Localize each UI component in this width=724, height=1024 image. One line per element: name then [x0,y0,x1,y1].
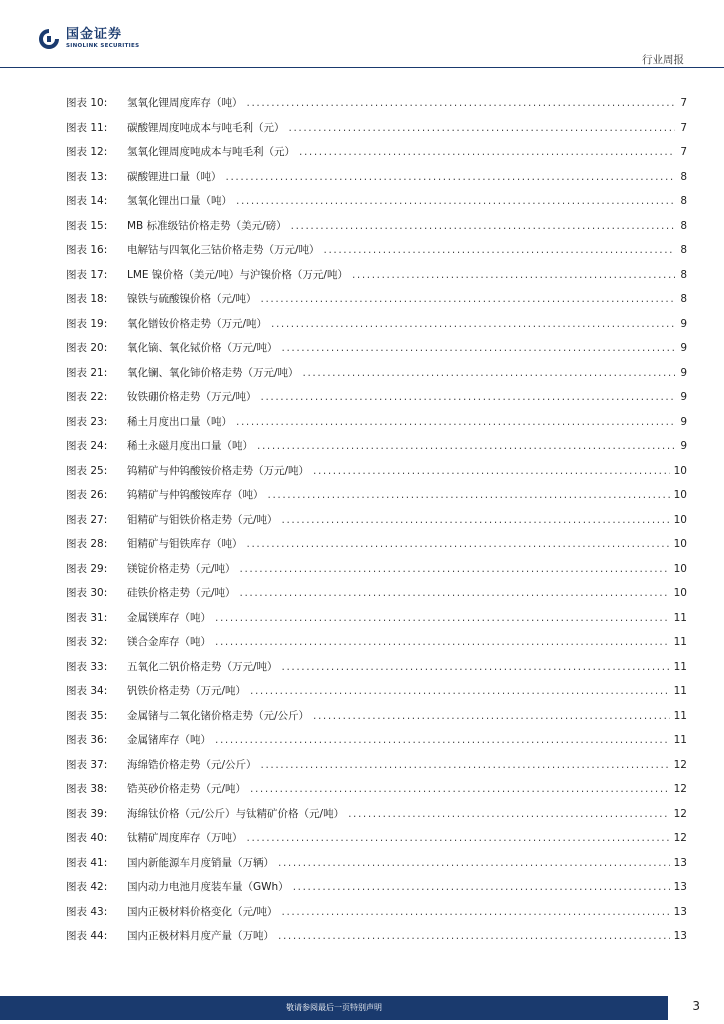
figure-title: 碳酸锂进口量（吨） [127,170,222,183]
figure-page-number: 10 [673,489,687,502]
figure-number: 图表 25: [66,464,108,477]
figure-title: 海绵锆价格走势（元/公斤） [127,758,257,771]
dot-leader [240,563,670,575]
figure-page-number: 11 [673,734,687,747]
dot-leader [261,759,670,771]
figure-page-number: 13 [673,856,687,869]
toc-entry[interactable] [66,385,687,410]
dot-leader [257,440,675,452]
toc-entry[interactable] [66,900,687,925]
figure-number: 图表 13: [66,170,108,183]
figure-page-number: 13 [673,930,687,943]
figure-page-number: 13 [673,881,687,894]
figure-title: 金属锗库存（吨） [127,734,211,747]
figure-title: 氢氧化锂出口量（吨） [127,195,232,208]
figure-page-number: 8 [680,170,687,183]
toc-entry[interactable] [66,704,687,729]
toc-entry[interactable] [66,189,687,214]
toc-entry[interactable] [66,287,687,312]
toc-entry[interactable] [66,851,687,876]
figure-title: 锆英砂价格走势（元/吨） [127,783,247,796]
dot-leader [278,857,670,869]
figure-number: 图表 34: [66,685,108,698]
figure-title: 金属锗与二氧化锗价格走势（元/公斤） [127,709,310,722]
brand-name-en: SINOLINK SECURITIES [66,43,140,49]
figure-number: 图表 42: [66,881,108,894]
figure-page-number: 7 [680,146,687,159]
figure-page-number: 8 [680,293,687,306]
toc-entry[interactable] [66,655,687,680]
brand-logo [38,28,139,50]
figure-number: 图表 40: [66,832,108,845]
figure-page-number: 9 [680,317,687,330]
figure-page-number: 9 [680,342,687,355]
figure-number: 图表 17: [66,268,108,281]
figure-title: 钼精矿与钼铁价格走势（元/吨） [127,513,278,526]
figure-number: 图表 36: [66,734,108,747]
figure-number: 图表 11: [66,121,108,134]
toc-entry[interactable] [66,777,687,802]
figure-page-number: 11 [673,611,687,624]
figure-title: 国内动力电池月度装车量（GWh） [127,881,289,894]
figure-number: 图表 23: [66,415,108,428]
figure-number: 图表 22: [66,391,108,404]
figure-number: 图表 12: [66,146,108,159]
figure-title: 氧化镨钕价格走势（万元/吨） [127,317,268,330]
toc-entry[interactable] [66,116,687,141]
figure-number: 图表 35: [66,709,108,722]
figure-page-number: 8 [680,195,687,208]
dot-leader [268,489,670,501]
figure-number: 图表 28: [66,538,108,551]
figure-page-number: 9 [680,440,687,453]
figure-number: 图表 24: [66,440,108,453]
figure-number: 图表 37: [66,758,108,771]
figure-title: 电解钴与四氧化三钴价格走势（万元/吨） [127,244,320,257]
figure-title: 钕铁硼价格走势（万元/吨） [127,391,257,404]
toc-entry[interactable] [66,532,687,557]
dot-leader [282,661,670,673]
figure-number: 图表 38: [66,783,108,796]
figure-title: 镍铁与硫酸镍价格（元/吨） [127,293,257,306]
dot-leader [236,195,675,207]
toc-entry[interactable] [66,312,687,337]
dot-leader [261,391,675,403]
toc-entry[interactable] [66,508,687,533]
figure-number: 图表 41: [66,856,108,869]
toc-entry[interactable] [66,336,687,361]
header-divider [0,67,724,68]
dot-leader [282,906,670,918]
figure-page-number: 8 [680,268,687,281]
page-number: 3 [692,999,700,1013]
figure-title: 钨精矿与仲钨酸铵库存（吨） [127,489,264,502]
disclaimer-note: 敬请参阅最后一页特别声明 [286,1003,382,1012]
figure-page-number: 7 [680,121,687,134]
figure-title: 镁合金库存（吨） [127,636,211,649]
toc-entry[interactable] [66,753,687,778]
brand-name-cn: 国金证券 [66,27,123,42]
dot-leader [236,416,675,428]
figure-page-number: 11 [673,660,687,673]
figure-page-number: 10 [673,587,687,600]
toc-entry[interactable] [66,263,687,288]
figure-number: 图表 21: [66,366,108,379]
dot-leader [278,930,670,942]
figure-title: 钒铁价格走势（万元/吨） [127,685,247,698]
figure-number: 图表 29: [66,562,108,575]
figure-number: 图表 31: [66,611,108,624]
figure-number: 图表 44: [66,930,108,943]
dot-leader [352,269,675,281]
dot-leader [215,612,670,624]
figure-number: 图表 30: [66,587,108,600]
dot-leader [240,587,670,599]
figure-page-number: 11 [673,685,687,698]
figure-page-number: 8 [680,219,687,232]
figure-number: 图表 20: [66,342,108,355]
figure-title: 国内新能源车月度销量（万辆） [127,856,274,869]
figure-title: 稀土月度出口量（吨） [127,415,232,428]
toc-entry[interactable] [66,606,687,631]
dot-leader [282,342,675,354]
toc-entry[interactable] [66,802,687,827]
figure-number: 图表 15: [66,219,108,232]
figure-number: 图表 39: [66,807,108,820]
figure-title: 稀土永磁月度出口量（吨） [127,440,253,453]
toc-entry[interactable] [66,140,687,165]
figure-page-number: 9 [680,391,687,404]
dot-leader [303,367,675,379]
dot-leader [289,122,676,134]
figure-title: 氧化镧、氧化铈价格走势（万元/吨） [127,366,299,379]
document-type-label: 行业周报 [642,54,684,66]
dot-leader [293,881,670,893]
figure-title: 海绵钛价格（元/公斤）与钛精矿价格（元/吨） [127,807,345,820]
figure-page-number: 12 [673,807,687,820]
dot-leader [247,538,670,550]
toc-entry[interactable] [66,91,687,116]
toc-entry[interactable] [66,214,687,239]
toc-entry[interactable] [66,483,687,508]
figure-title: 氢氧化锂周度库存（吨） [127,97,243,110]
dot-leader [250,685,670,697]
toc-entry[interactable] [66,630,687,655]
figure-number: 图表 18: [66,293,108,306]
toc-entry[interactable] [66,826,687,851]
figure-number: 图表 26: [66,489,108,502]
dot-leader [247,97,676,109]
dot-leader [261,293,675,305]
toc-entry[interactable] [66,875,687,900]
figure-page-number: 8 [680,244,687,257]
figure-number: 图表 19: [66,317,108,330]
toc-entry[interactable] [66,679,687,704]
figure-title: 镁锭价格走势（元/吨） [127,562,236,575]
figure-page-number: 13 [673,905,687,918]
figure-page-number: 7 [680,97,687,110]
toc-entry[interactable] [66,459,687,484]
figure-title: 钼精矿与钼铁库存（吨） [127,538,243,551]
dot-leader [324,244,675,256]
dot-leader [291,220,675,232]
toc-entry[interactable] [66,165,687,190]
figure-number: 图表 33: [66,660,108,673]
dot-leader [215,636,670,648]
figure-number: 图表 14: [66,195,108,208]
dot-leader [247,832,670,844]
figure-page-number: 10 [673,513,687,526]
figure-title: 国内正极材料价格变化（元/吨） [127,905,278,918]
dot-leader [282,514,670,526]
figure-title: 硅铁价格走势（元/吨） [127,587,236,600]
figure-page-number: 10 [673,538,687,551]
toc-entry[interactable] [66,238,687,263]
toc-entry[interactable] [66,410,687,435]
figure-page-number: 12 [673,758,687,771]
figure-page-number: 9 [680,415,687,428]
figure-title: 氧化镝、氧化铽价格（万元/吨） [127,342,278,355]
figure-page-number: 12 [673,783,687,796]
figure-title: 五氧化二钒价格走势（万元/吨） [127,660,278,673]
toc-entry[interactable] [66,434,687,459]
dot-leader [299,146,675,158]
toc-entry[interactable] [66,581,687,606]
figure-title: 金属镁库存（吨） [127,611,211,624]
footer-bar [0,996,668,1020]
figure-title: 碳酸锂周度吨成本与吨毛利（元） [127,121,285,134]
toc-entry[interactable] [66,557,687,582]
figure-page-number: 11 [673,709,687,722]
page-header [0,0,724,70]
figure-list [66,91,687,949]
dot-leader [348,808,670,820]
dot-leader [250,783,670,795]
figure-page-number: 9 [680,366,687,379]
figure-page-number: 10 [673,562,687,575]
dot-leader [313,710,670,722]
dot-leader [313,465,670,477]
figure-title: 钨精矿与仲钨酸铵价格走势（万元/吨） [127,464,310,477]
figure-title: 国内正极材料月度产量（万吨） [127,930,274,943]
sinolink-logo-icon [38,28,60,50]
toc-entry[interactable] [66,361,687,386]
toc-entry[interactable] [66,924,687,949]
dot-leader [271,318,675,330]
figure-page-number: 12 [673,832,687,845]
figure-number: 图表 32: [66,636,108,649]
figure-number: 图表 27: [66,513,108,526]
dot-leader [226,171,676,183]
figure-title: MB 标准级钴价格走势（美元/磅） [127,219,287,232]
figure-title: LME 镍价格（美元/吨）与沪镍价格（万元/吨） [127,268,348,281]
figure-number: 图表 43: [66,905,108,918]
figure-number: 图表 10: [66,97,108,110]
figure-title: 氢氧化锂周度吨成本与吨毛利（元） [127,146,295,159]
toc-entry[interactable] [66,728,687,753]
figure-page-number: 11 [673,636,687,649]
figure-page-number: 10 [673,464,687,477]
dot-leader [215,734,670,746]
figure-title: 钛精矿周度库存（万吨） [127,832,243,845]
page-footer [0,996,724,1024]
figure-number: 图表 16: [66,244,108,257]
